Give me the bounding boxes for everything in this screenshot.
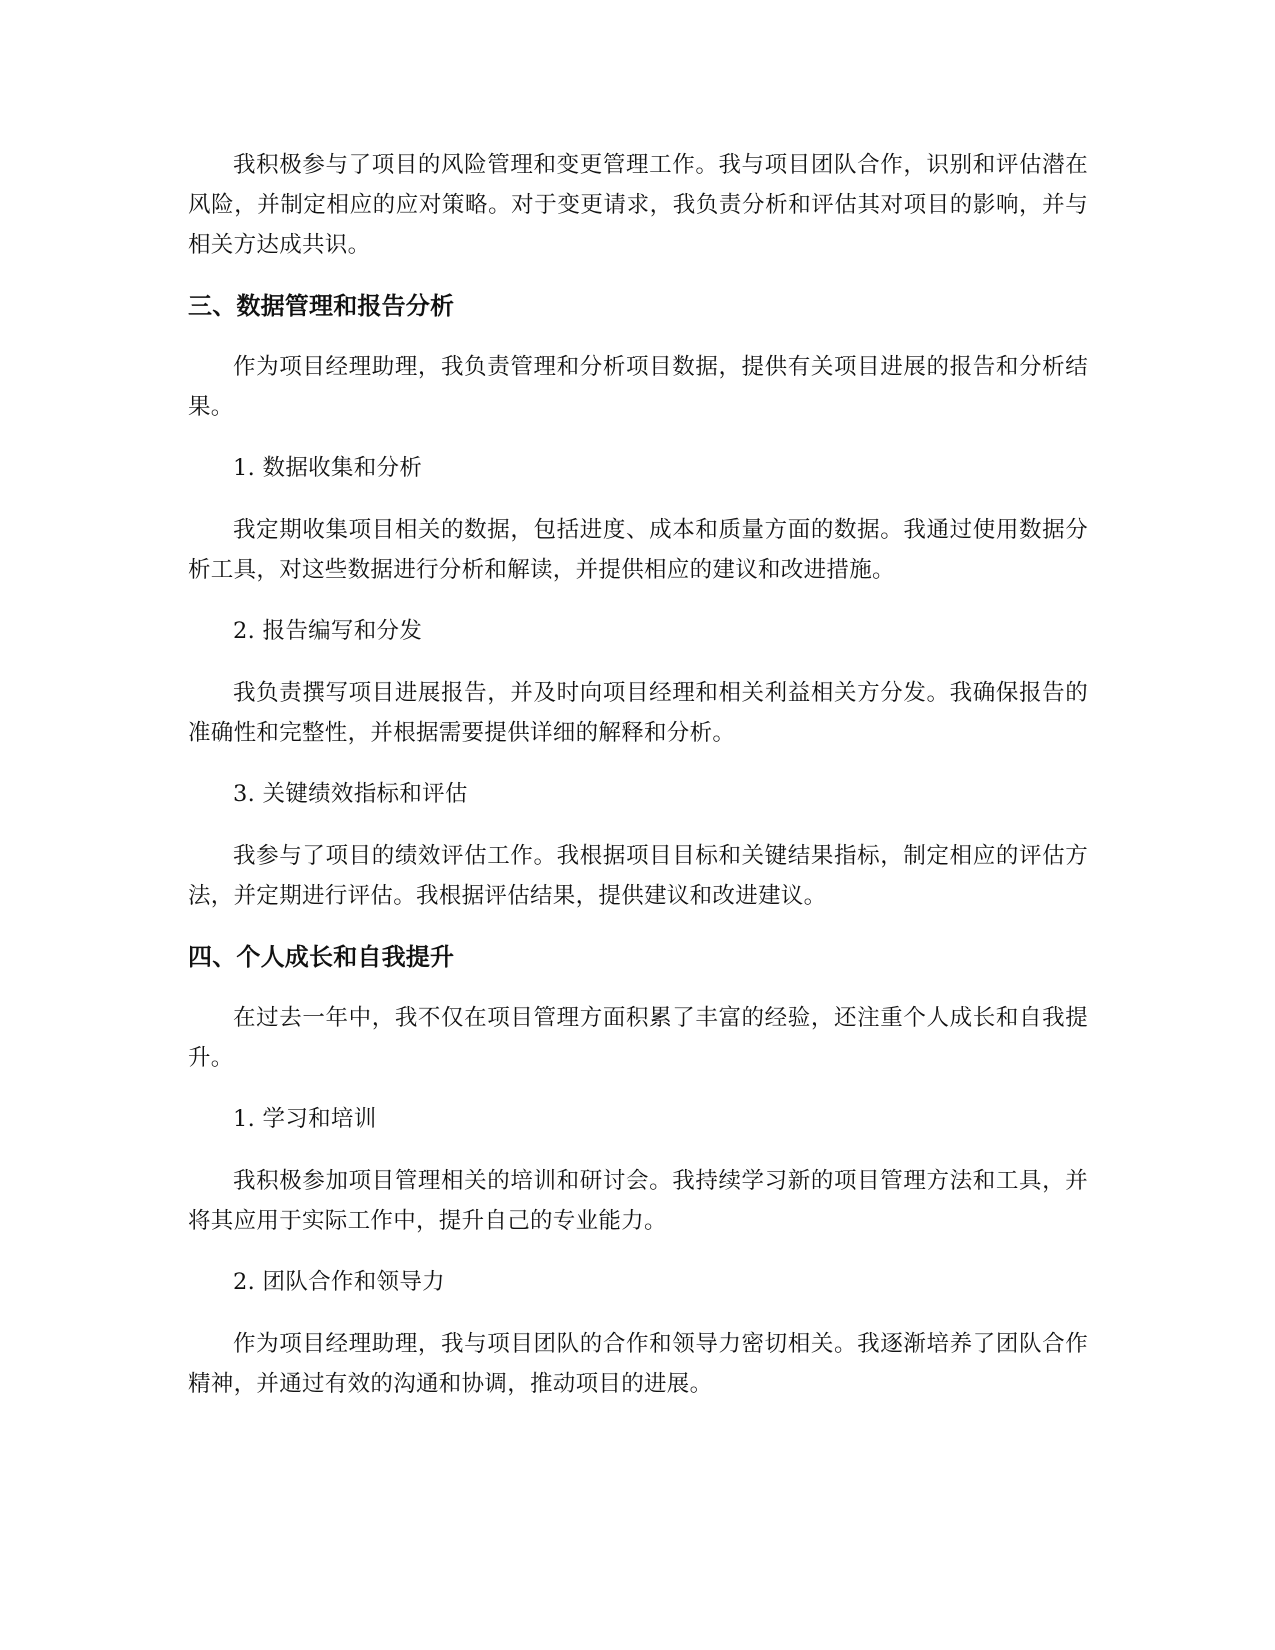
subheading-kpi-evaluation: 3. 关键绩效指标和评估 [233,781,468,807]
subheading-data-collection: 1. 数据收集和分析 [233,455,423,481]
subheading-teamwork-leadership: 2. 团队合作和领导力 [233,1269,445,1295]
paragraph-data-collection: 我定期收集项目相关的数据，包括进度、成本和质量方面的数据。我通过使用数据分析工具，对这些数据进行分析和解读，并提供相应的建议和改进措施。 [188,517,1088,583]
document-body [188,145,1088,1425]
paragraph-report-writing: 我负责撰写项目进展报告，并及时向项目经理和相关利益相关方分发。我确保报告的准确性和完整性，并根据需要提供详细的解释和分析。 [188,680,1088,746]
subheading-learning-training: 1. 学习和培训 [233,1106,377,1132]
subheading-report-writing: 2. 报告编写和分发 [233,618,423,644]
paragraph-learning-training: 我积极参加项目管理相关的培训和研讨会。我持续学习新的项目管理方法和工具，并将其应用于实际工作中，提升自己的专业能力。 [188,1168,1088,1234]
section-heading-data-management: 三、数据管理和报告分析 [188,292,455,320]
paragraph-kpi-evaluation: 我参与了项目的绩效评估工作。我根据项目目标和关键结果指标，制定相应的评估方法，并定期进行评估。我根据评估结果，提供建议和改进建议。 [188,843,1088,909]
section-heading-personal-growth: 四、个人成长和自我提升 [188,943,455,971]
paragraph-personal-growth-intro: 在过去一年中，我不仅在项目管理方面积累了丰富的经验，还注重个人成长和自我提升。 [188,1005,1088,1071]
paragraph-risk-change-management: 我积极参与了项目的风险管理和变更管理工作。我与项目团队合作，识别和评估潜在风险，并制定相应的应对策略。对于变更请求，我负责分析和评估其对项目的影响，并与相关方达成共识。 [188,152,1088,258]
paragraph-teamwork-leadership: 作为项目经理助理，我与项目团队的合作和领导力密切相关。我逐渐培养了团队合作精神，并通过有效的沟通和协调，推动项目的进展。 [188,1331,1088,1397]
paragraph-data-management-intro: 作为项目经理助理，我负责管理和分析项目数据，提供有关项目进展的报告和分析结果。 [188,354,1088,420]
